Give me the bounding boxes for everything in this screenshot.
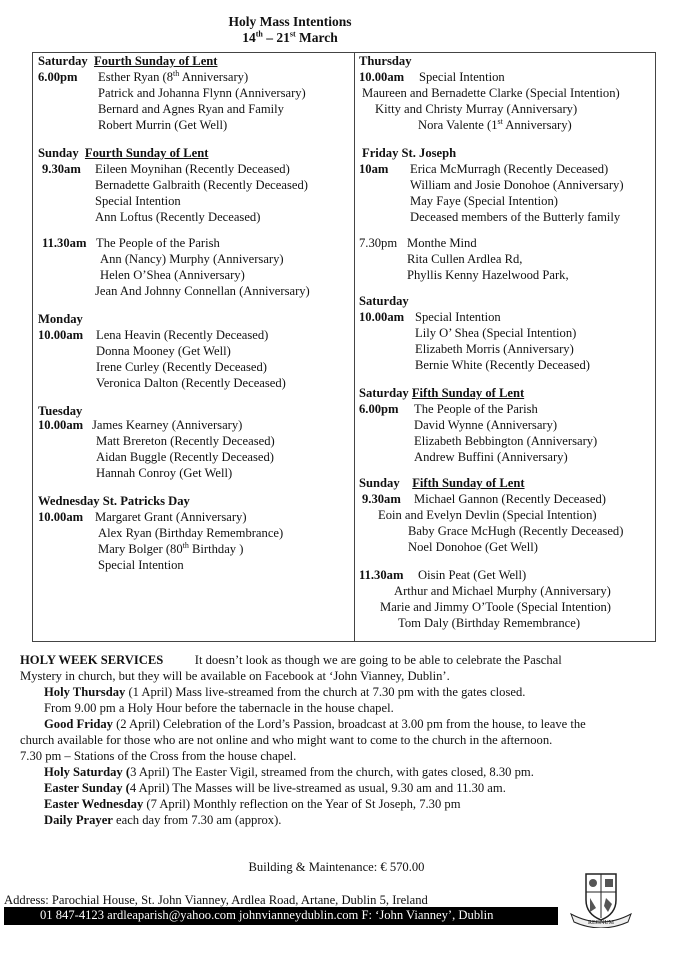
time-label: 10am bbox=[359, 162, 389, 176]
intention: Bernadette Galbraith (Recently Deceased) bbox=[95, 178, 308, 192]
sunday-lent-heading: Sunday Fifth Sunday of Lent bbox=[359, 476, 525, 490]
time-label: 10.00am bbox=[359, 70, 405, 84]
column-divider bbox=[354, 52, 355, 642]
intention: Monthe Mind bbox=[407, 236, 477, 250]
intention: Erica McMurragh (Recently Deceased) bbox=[410, 162, 609, 176]
time-label: 6.00pm bbox=[359, 402, 399, 416]
time-label: 7.30pm bbox=[359, 236, 398, 250]
intention: Special Intention bbox=[419, 70, 505, 84]
intention: Lena Heavin (Recently Deceased) bbox=[96, 328, 269, 342]
intention: Lily O’ Shea (Special Intention) bbox=[415, 326, 577, 340]
thursday-heading: Thursday bbox=[359, 54, 412, 68]
holy-thursday: Holy Thursday (1 April) Mass live-streamed from the church at 7.30 pm with the gates closed. bbox=[44, 685, 526, 699]
easter-wednesday: Easter Wednesday (7 April) Monthly reflection on the Year of St Joseph, 7.30 pm bbox=[44, 797, 461, 811]
intention: Nora Valente (1st Anniversary) bbox=[418, 116, 572, 132]
intention: Irene Curley (Recently Deceased) bbox=[96, 360, 267, 374]
good-friday: Good Friday (2 April) Celebration of the Lord’s Passion, broadcast at 3.00 pm from the house, to leave the bbox=[44, 717, 586, 731]
good-friday-cont: church available for those who are not online and who might want to come to the church in the afternoon. bbox=[20, 733, 553, 747]
intention: Oisin Peat (Get Well) bbox=[418, 568, 527, 582]
intention: Elizabeth Morris (Anniversary) bbox=[415, 342, 574, 356]
time-label: 11.30am bbox=[359, 568, 404, 582]
intention: Arthur and Michael Murphy (Anniversary) bbox=[394, 584, 611, 598]
time-label: 11.30am bbox=[42, 236, 87, 250]
intention: Patrick and Johanna Flynn (Anniversary) bbox=[98, 86, 306, 100]
intention: Bernie White (Recently Deceased) bbox=[415, 358, 590, 372]
intention: Aidan Buggle (Recently Deceased) bbox=[96, 450, 274, 464]
intention: Veronica Dalton (Recently Deceased) bbox=[96, 376, 286, 390]
intention: David Wynne (Anniversary) bbox=[414, 418, 558, 432]
intention: Kitty and Christy Murray (Anniversary) bbox=[375, 102, 578, 116]
holy-week-intro: HOLY WEEK SERVICES It doesn’t look as though we are going to be able to celebrate the Paschal bbox=[20, 653, 562, 667]
saturday-lent-heading: Saturday Fifth Sunday of Lent bbox=[359, 386, 525, 400]
time-label: 10.00am bbox=[38, 418, 84, 432]
time-label: 10.00am bbox=[38, 328, 84, 342]
time-label: 9.30am bbox=[42, 162, 81, 176]
intention: Michael Gannon (Recently Deceased) bbox=[414, 492, 606, 506]
date-range: 14th – 21st March bbox=[242, 29, 338, 45]
intention: The People of the Parish bbox=[96, 236, 220, 250]
intention: Mary Bolger (80th Birthday ) bbox=[98, 540, 244, 556]
intention: Deceased members of the Butterly family bbox=[410, 210, 621, 224]
page-title: Holy Mass Intentions bbox=[228, 14, 352, 29]
intention: Elizabeth Bebbington (Anniversary) bbox=[414, 434, 598, 448]
sunday-heading: Sunday Fourth Sunday of Lent bbox=[38, 146, 209, 160]
time-label: 10.00am bbox=[359, 310, 405, 324]
holy-thursday-cont: From 9.00 pm a Holy Hour before the tabernacle in the house chapel. bbox=[44, 701, 394, 715]
intention: Tom Daly (Birthday Remembrance) bbox=[398, 616, 581, 630]
time-label: 9.30am bbox=[362, 492, 401, 506]
intention: Hannah Conroy (Get Well) bbox=[96, 466, 233, 480]
intention: Phyllis Kenny Hazelwood Park, bbox=[407, 268, 569, 282]
time-label: 10.00am bbox=[38, 510, 84, 524]
intention: Alex Ryan (Birthday Remembrance) bbox=[98, 526, 284, 540]
friday-heading: Friday St. Joseph bbox=[362, 146, 457, 160]
holy-week-intro-cont: Mystery in church, but they will be available on Facebook at ‘John Vianney, Dublin’. bbox=[20, 669, 450, 683]
monday-heading: Monday bbox=[38, 312, 83, 326]
intention: Special Intention bbox=[95, 194, 181, 208]
intention: Maureen and Bernadette Clarke (Special Intention) bbox=[362, 86, 620, 100]
intention: William and Josie Donohoe (Anniversary) bbox=[410, 178, 624, 192]
contact-details: 01 847-4123 ardleaparish@yahoo.com johnvianneydublin.com F: ‘John Vianney’, Dublin bbox=[40, 908, 494, 922]
parish-address: Address: Parochial House, St. John Vianney, Ardlea Road, Artane, Dublin 5, Ireland bbox=[4, 893, 428, 907]
intention: Eoin and Evelyn Devlin (Special Intention) bbox=[378, 508, 597, 522]
intention: Noel Donohoe (Get Well) bbox=[408, 540, 538, 554]
intention: The People of the Parish bbox=[414, 402, 538, 416]
building-maintenance: Building & Maintenance: € 570.00 bbox=[248, 860, 425, 874]
intention: Eileen Moynihan (Recently Deceased) bbox=[95, 162, 290, 176]
intention: Donna Mooney (Get Well) bbox=[96, 344, 231, 358]
time-label: 6.00pm bbox=[38, 70, 78, 84]
good-friday-stations: 7.30 pm – Stations of the Cross from the house chapel. bbox=[20, 749, 297, 763]
saturday-heading: Saturday bbox=[359, 294, 409, 308]
intention: Helen O’Shea (Anniversary) bbox=[100, 268, 245, 282]
wednesday-heading: Wednesday St. Patricks Day bbox=[38, 494, 190, 508]
intention: Special Intention bbox=[415, 310, 501, 324]
intention: Jean And Johnny Connellan (Anniversary) bbox=[95, 284, 310, 298]
intention: Esther Ryan (8th Anniversary) bbox=[98, 68, 249, 84]
svg-text:REGNUM: REGNUM bbox=[587, 920, 615, 926]
intention: Andrew Buffini (Anniversary) bbox=[414, 450, 568, 464]
intention: Bernard and Agnes Ryan and Family bbox=[98, 102, 284, 116]
intention: Baby Grace McHugh (Recently Deceased) bbox=[408, 524, 624, 538]
intention: Ann (Nancy) Murphy (Anniversary) bbox=[100, 252, 284, 266]
saturday-heading: Saturday Fourth Sunday of Lent bbox=[38, 54, 218, 68]
intention: May Faye (Special Intention) bbox=[410, 194, 558, 208]
holy-saturday: Holy Saturday (3 April) The Easter Vigil, streamed from the church, with gates closed, 8.30 pm. bbox=[44, 765, 534, 779]
intention: Special Intention bbox=[98, 558, 184, 572]
intention: Rita Cullen Ardlea Rd, bbox=[407, 252, 523, 266]
daily-prayer: Daily Prayer each day from 7.30 am (approx). bbox=[44, 813, 282, 827]
contact-bar bbox=[4, 907, 558, 925]
parish-crest-icon bbox=[568, 870, 634, 928]
easter-sunday: Easter Sunday (4 April) The Masses will be live-streamed as usual, 9.30 am and 11.30 am. bbox=[44, 781, 506, 795]
intention: James Kearney (Anniversary) bbox=[92, 418, 243, 432]
tuesday-heading: Tuesday bbox=[38, 404, 83, 418]
intention: Margaret Grant (Anniversary) bbox=[95, 510, 247, 524]
intention: Marie and Jimmy O’Toole (Special Intention) bbox=[380, 600, 611, 614]
intention: Matt Brereton (Recently Deceased) bbox=[96, 434, 275, 448]
intention: Robert Murrin (Get Well) bbox=[98, 118, 228, 132]
intention: Ann Loftus (Recently Deceased) bbox=[95, 210, 261, 224]
